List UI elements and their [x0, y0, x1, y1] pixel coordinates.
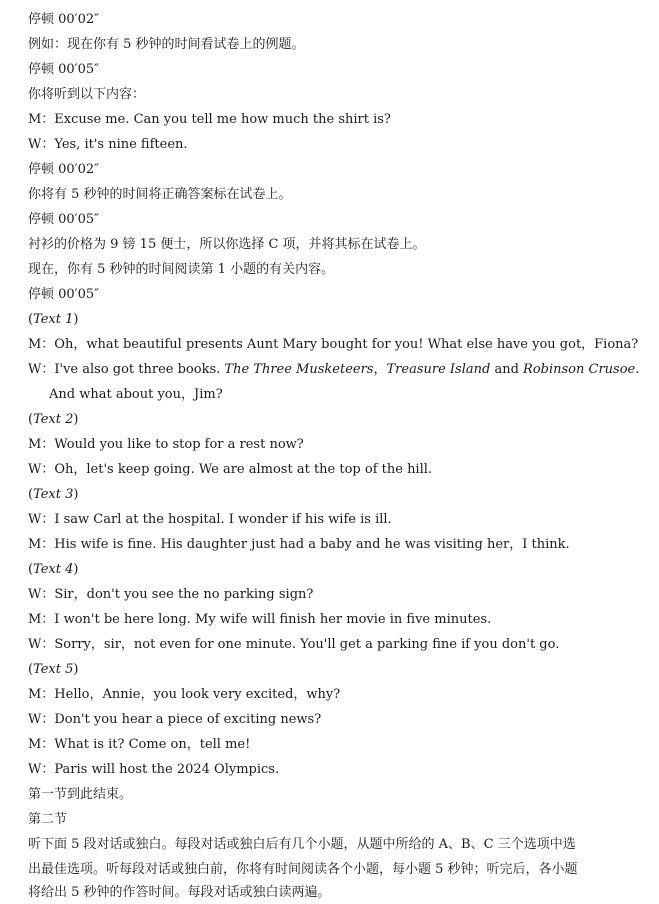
- separator: and: [490, 362, 524, 377]
- text-label: (Text 3): [28, 487, 79, 502]
- dialogue-line: W：Don't you hear a piece of exciting news?: [28, 712, 322, 727]
- instruction-paragraph-line: 听下面 5 段对话或独白。每段对话或独白后有几个小题，从题中所给的 A、B、C 三个选项中选: [28, 837, 576, 852]
- dialogue-continuation: And what about you，Jim?: [49, 387, 223, 402]
- text-label-name: Text 4: [33, 562, 74, 577]
- book-title: The Three Musketeers: [224, 362, 374, 377]
- dialogue-line: M：His wife is fine. His daughter just had a baby and he was visiting her，I think.: [28, 537, 570, 552]
- dialogue-line: W：I saw Carl at the hospital. I wonder if his wife is ill.: [28, 512, 392, 527]
- text-label: (Text 1): [28, 312, 79, 327]
- pause-line: 停顿 00′02″: [28, 12, 100, 27]
- section-heading: 第二节: [28, 812, 68, 827]
- dialogue-line: M：I won't be here long. My wife will finish her movie in five minutes.: [28, 612, 492, 627]
- dialogue-text: W：I've also got three books.: [28, 362, 225, 377]
- dialogue-line: [28, 362, 639, 378]
- text-label: (Text 4): [28, 562, 79, 577]
- dialogue-line: W：Sorry，sir，not even for one minute. You'll get a parking fine if you don't go.: [28, 637, 560, 652]
- instruction-line: 例如：现在你有 5 秒钟的时间看试卷上的例题。: [28, 37, 305, 52]
- instruction-paragraph-line: 出最佳选项。听每段对话或独白前，你将有时间阅读各个小题，每小题 5 秒钟；听完后，各小题: [28, 862, 578, 877]
- instruction-line: 你将有 5 秒钟的时间将正确答案标在试卷上。: [28, 187, 292, 202]
- separator: ，: [373, 362, 387, 377]
- text-label-name: Text 5: [33, 662, 74, 677]
- section-end-line: 第一节到此结束。: [28, 787, 133, 802]
- dialogue-line: M：Would you like to stop for a rest now?: [28, 437, 304, 452]
- dialogue-line: W：Oh，let's keep going. We are almost at the top of the hill.: [28, 462, 433, 477]
- pause-line: 停顿 00′02″: [28, 162, 100, 177]
- text-label-name: Text 1: [33, 312, 74, 327]
- dialogue-line: W：Yes, it's nine fifteen.: [28, 137, 188, 152]
- pause-line: 停顿 00′05″: [28, 212, 100, 227]
- instruction-line: 你将听到以下内容：: [28, 87, 146, 102]
- separator: .: [635, 362, 640, 377]
- book-title: Robinson Crusoe: [523, 362, 636, 377]
- dialogue-line: W：Paris will host the 2024 Olympics.: [28, 762, 280, 777]
- text-label-name: Text 2: [33, 412, 74, 427]
- text-label-name: Text 3: [33, 487, 74, 502]
- text-label: (Text 2): [28, 412, 79, 427]
- pause-line: 停顿 00′05″: [28, 287, 100, 302]
- dialogue-line: M：Oh，what beautiful presents Aunt Mary bought for you! What else have you got，Fiona?: [28, 337, 639, 352]
- dialogue-line: M：What is it? Come on，tell me!: [28, 737, 251, 752]
- instruction-line: 现在，你有 5 秒钟的时间阅读第 1 小题的有关内容。: [28, 262, 335, 277]
- book-title: Treasure Island: [386, 362, 491, 377]
- text-label: (Text 5): [28, 662, 79, 677]
- pause-line: 停顿 00′05″: [28, 62, 100, 77]
- dialogue-line: W：Sir，don't you see the no parking sign?: [28, 587, 314, 602]
- dialogue-line: M：Hello，Annie，you look very excited，why?: [28, 687, 341, 702]
- dialogue-line: M：Excuse me. Can you tell me how much the shirt is?: [28, 112, 391, 127]
- instruction-line: 衬衫的价格为 9 镑 15 便士，所以你选择 C 项，并将其标在试卷上。: [28, 237, 426, 252]
- instruction-paragraph-line: 将给出 5 秒钟的作答时间。每段对话或独白读两遍。: [28, 885, 331, 900]
